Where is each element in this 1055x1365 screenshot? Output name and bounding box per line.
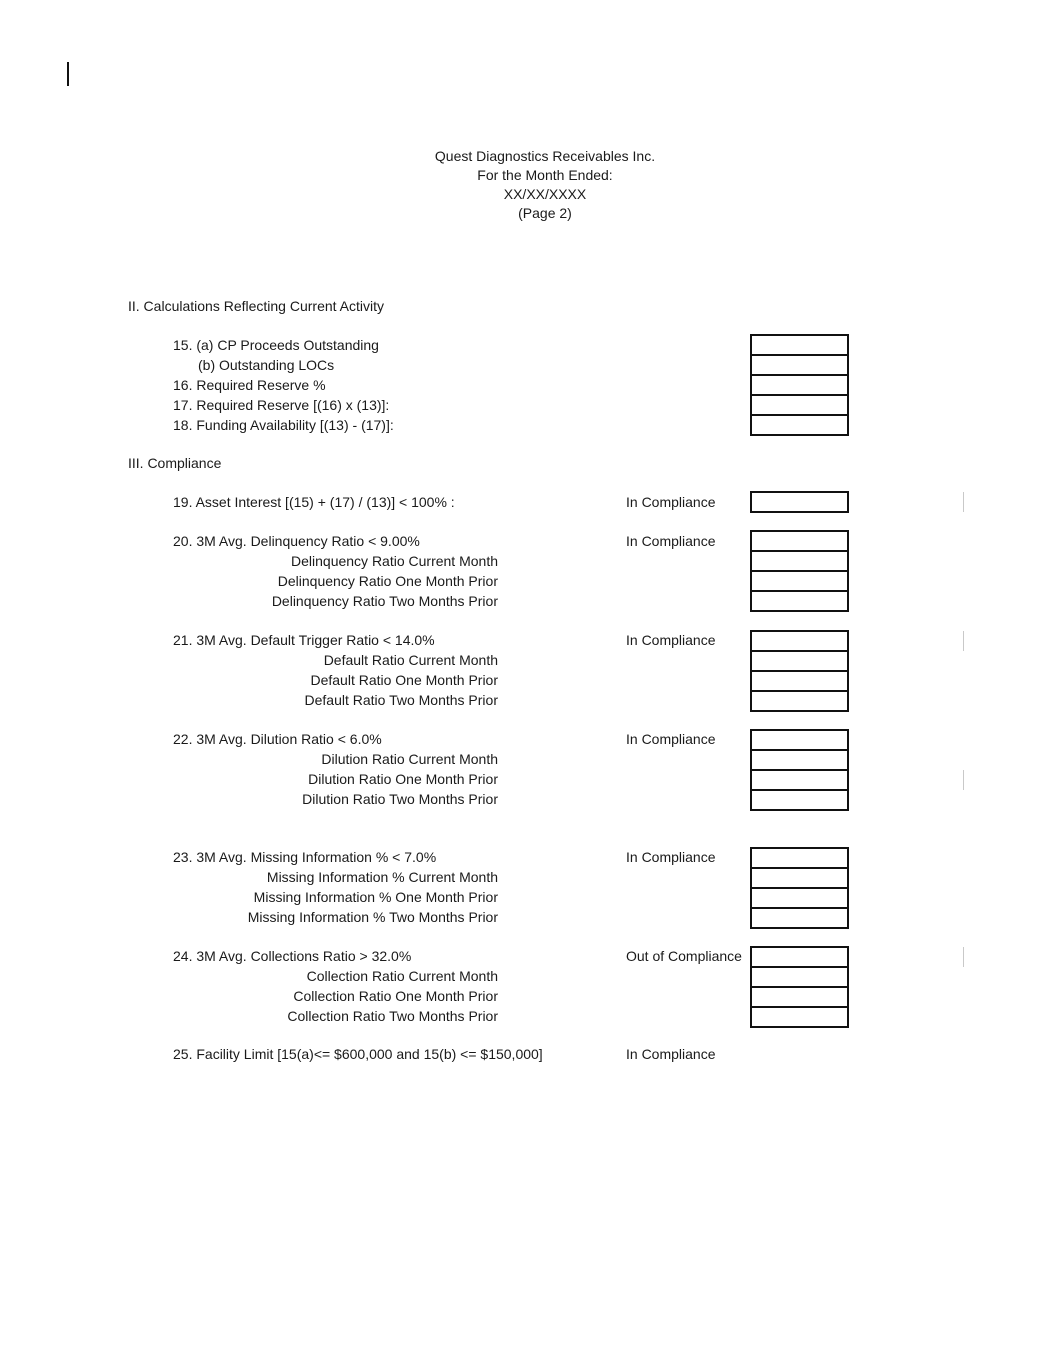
item-22-label: 22. 3M Avg. Dilution Ratio < 6.0% xyxy=(173,731,382,747)
item-19-label: 19. Asset Interest [(15) + (17) / (13)] < 100% : xyxy=(173,494,455,510)
item-20-sub-3: Delinquency Ratio Two Months Prior xyxy=(271,593,498,609)
value-cell-16[interactable] xyxy=(750,374,849,396)
value-cell-19[interactable] xyxy=(750,491,849,513)
value-cell-24-prior-2[interactable] xyxy=(750,1006,849,1028)
value-cell-23-prior-1[interactable] xyxy=(750,887,849,909)
value-cell-22-current[interactable] xyxy=(750,749,849,771)
item-20-sub-2: Delinquency Ratio One Month Prior xyxy=(277,573,498,589)
value-cell-20-prior-1[interactable] xyxy=(750,570,849,592)
item-21-label: 21. 3M Avg. Default Trigger Ratio < 14.0% xyxy=(173,632,435,648)
item-23-label: 23. 3M Avg. Missing Information % < 7.0% xyxy=(173,849,437,865)
period-label: For the Month Ended: xyxy=(477,167,613,183)
margin-mark xyxy=(963,947,964,967)
value-cell-22-prior-1[interactable] xyxy=(750,769,849,791)
page-number: (Page 2) xyxy=(518,205,572,221)
margin-mark xyxy=(963,492,964,512)
text-cursor xyxy=(67,62,69,86)
margin-mark xyxy=(963,770,964,790)
item-19-status: In Compliance xyxy=(626,494,716,510)
item-20-label: 20. 3M Avg. Delinquency Ratio < 9.00% xyxy=(173,533,420,549)
item-24-status: Out of Compliance xyxy=(626,948,742,964)
item-21-sub-2: Default Ratio One Month Prior xyxy=(310,672,498,688)
item-22-sub-2: Dilution Ratio One Month Prior xyxy=(308,771,498,787)
item-22-sub-1: Dilution Ratio Current Month xyxy=(321,751,498,767)
row-15a-label: 15. (a) CP Proceeds Outstanding xyxy=(173,337,379,353)
item-23-sub-2: Missing Information % One Month Prior xyxy=(253,889,498,905)
period-date: XX/XX/XXXX xyxy=(503,186,587,202)
value-cell-20-prior-2[interactable] xyxy=(750,590,849,612)
value-cell-15a[interactable] xyxy=(750,334,849,356)
value-cell-24-current[interactable] xyxy=(750,966,849,988)
value-cell-18[interactable] xyxy=(750,414,849,436)
item-21-sub-3: Default Ratio Two Months Prior xyxy=(304,692,498,708)
value-cell-21-prior-1[interactable] xyxy=(750,670,849,692)
value-cell-23[interactable] xyxy=(750,847,849,869)
item-24-sub-2: Collection Ratio One Month Prior xyxy=(293,988,498,1004)
row-17-label: 17. Required Reserve [(16) x (13)]: xyxy=(173,397,390,413)
value-cell-20[interactable] xyxy=(750,530,849,552)
value-cell-24-prior-1[interactable] xyxy=(750,986,849,1008)
value-cell-22-prior-2[interactable] xyxy=(750,789,849,811)
value-cell-20-current[interactable] xyxy=(750,550,849,572)
section-3-title: III. Compliance xyxy=(128,455,222,471)
item-21-status: In Compliance xyxy=(626,632,716,648)
item-23-sub-1: Missing Information % Current Month xyxy=(266,869,498,885)
item-24-sub-3: Collection Ratio Two Months Prior xyxy=(287,1008,498,1024)
item-22-status: In Compliance xyxy=(626,731,716,747)
value-cell-15b[interactable] xyxy=(750,354,849,376)
item-24-sub-1: Collection Ratio Current Month xyxy=(306,968,498,984)
item-20-sub-1: Delinquency Ratio Current Month xyxy=(291,553,498,569)
item-25-label: 25. Facility Limit [15(a)<= $600,000 and 15(b) <= $150,000] xyxy=(173,1046,543,1062)
row-16-label: 16. Required Reserve % xyxy=(173,377,326,393)
row-18-label: 18. Funding Availability [(13) - (17)]: xyxy=(173,417,394,433)
item-23-sub-3: Missing Information % Two Months Prior xyxy=(247,909,498,925)
value-cell-22[interactable] xyxy=(750,729,849,751)
section-2-title: II. Calculations Reflecting Current Activity xyxy=(128,298,384,314)
row-15b-label: (b) Outstanding LOCs xyxy=(198,357,335,373)
value-cell-21-prior-2[interactable] xyxy=(750,690,849,712)
value-cell-24[interactable] xyxy=(750,946,849,968)
value-cell-23-current[interactable] xyxy=(750,867,849,889)
margin-mark xyxy=(963,631,964,651)
item-24-label: 24. 3M Avg. Collections Ratio > 32.0% xyxy=(173,948,412,964)
value-cell-21[interactable] xyxy=(750,630,849,652)
item-23-status: In Compliance xyxy=(626,849,716,865)
company-name: Quest Diagnostics Receivables Inc. xyxy=(434,148,656,164)
value-cell-17[interactable] xyxy=(750,394,849,416)
item-21-sub-1: Default Ratio Current Month xyxy=(323,652,498,668)
item-25-status: In Compliance xyxy=(626,1046,716,1062)
value-cell-21-current[interactable] xyxy=(750,650,849,672)
item-20-status: In Compliance xyxy=(626,533,716,549)
value-cell-23-prior-2[interactable] xyxy=(750,907,849,929)
item-22-sub-3: Dilution Ratio Two Months Prior xyxy=(302,791,498,807)
